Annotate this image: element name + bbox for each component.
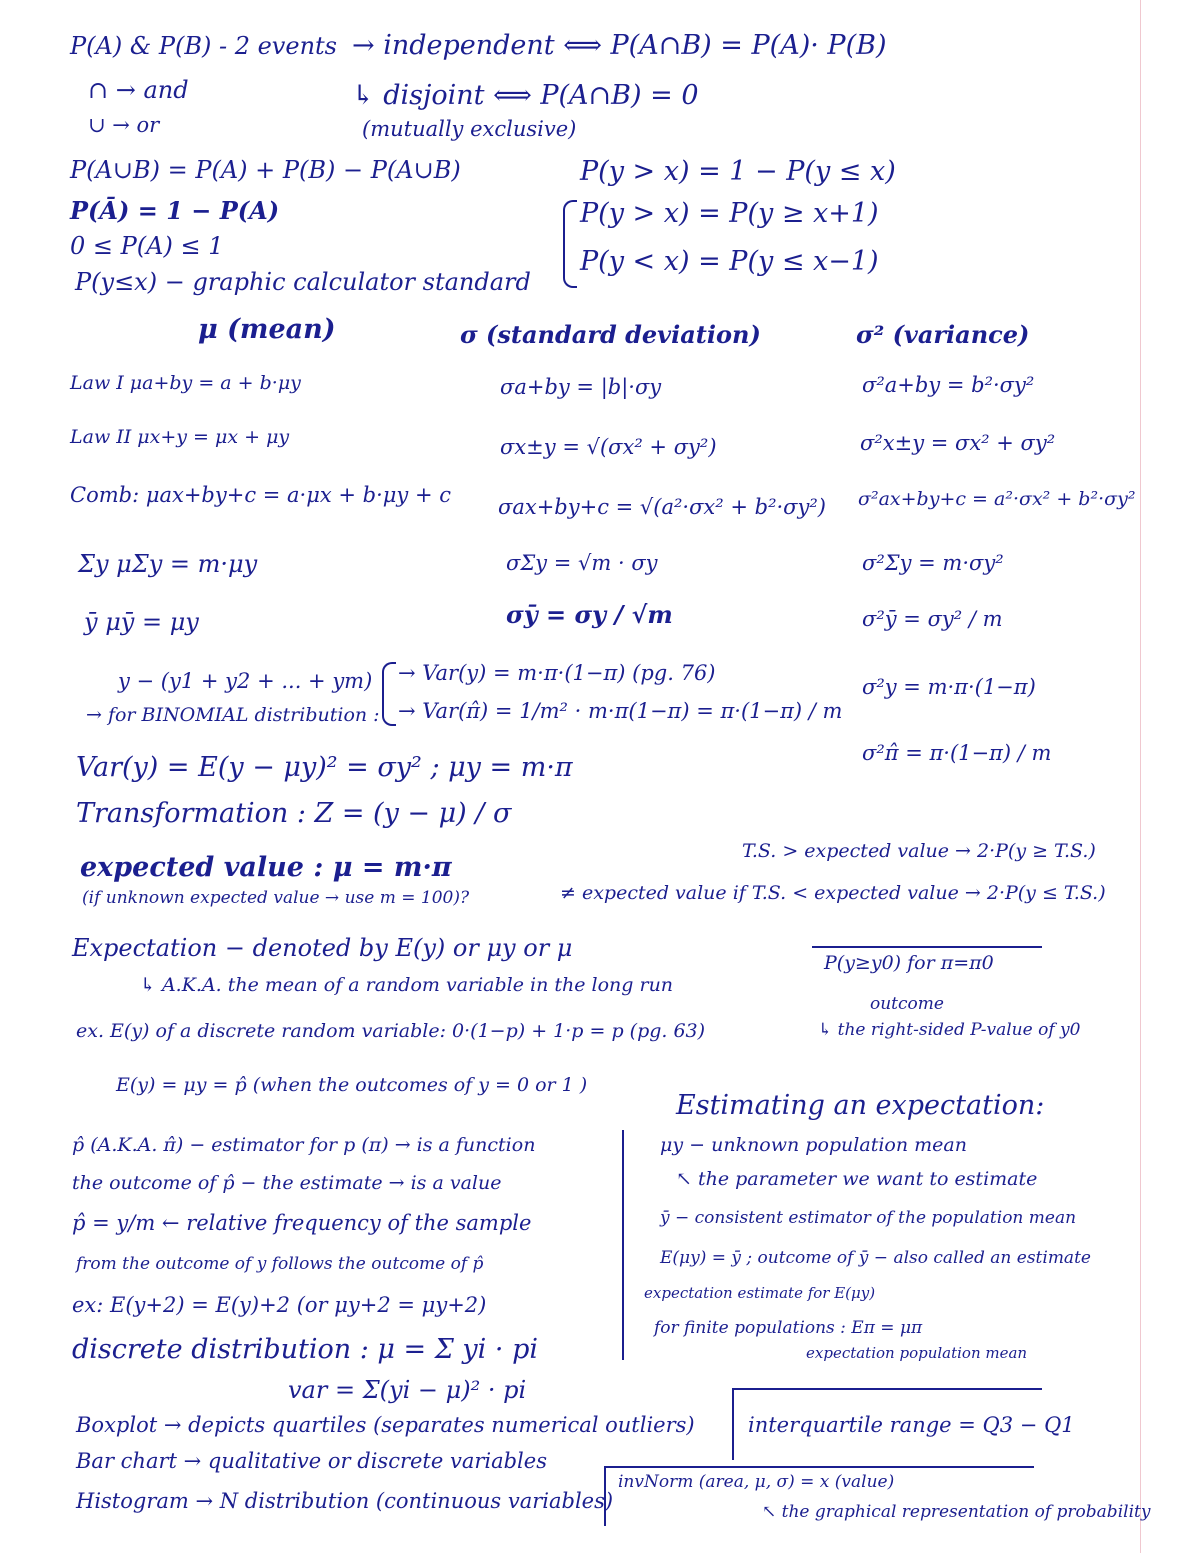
barchart-line: Bar chart → qualitative or discrete variables [76, 1449, 547, 1473]
estimator-line-1: p̂ (A.K.A. π̂) − estimator for p (π) → is a function [72, 1134, 536, 1156]
binomial-label: → for BINOMIAL distribution : [86, 704, 380, 726]
transformation: Transformation : Z = (y − μ) / σ [76, 798, 512, 829]
expectation-title: Expectation − denoted by E(y) or μy or μ [72, 934, 573, 962]
iqr-box-divider [732, 1388, 734, 1460]
pvalue-line-2: outcome [870, 994, 944, 1014]
events-line: P(A) & P(B) - 2 events [70, 32, 337, 60]
range-brace [563, 200, 577, 288]
column-divider [622, 1130, 624, 1360]
gt-rule: P(y > x) = 1 − P(y ≤ x) [580, 156, 896, 187]
expectation-aka: ↳ A.K.A. the mean of a random variable in the long run [140, 974, 674, 996]
estimating-line-5: expectation estimate for E(μy) [644, 1284, 876, 1302]
histogram-line: Histogram → N distribution (continuous variables) [76, 1489, 614, 1513]
gt-plus-one-rule: P(y > x) = P(y ≥ x+1) [580, 198, 879, 229]
lt-rule: P(y < x) = P(y ≤ x−1) [580, 246, 879, 277]
estimating-line-1: μy − unknown population mean [660, 1134, 967, 1156]
estimator-line-4: from the outcome of y follows the outcome of p̂ [76, 1254, 484, 1274]
boxplot-line: Boxplot → depicts quartiles (separates numerical outliers) [76, 1413, 695, 1437]
estimator-line-3: p̂ = y/m ← relative frequency of the sample [72, 1211, 532, 1235]
var-row-7: σ²π̂ = π·(1−π) / m [862, 741, 1052, 765]
pvalue-line-3: ↳ the right-sided P-value of y0 [818, 1020, 1081, 1040]
binomial-var-y: → Var(y) = m·π·(1−π) (pg. 76) [398, 661, 716, 685]
expectation-example-2: E(y) = μy = p̂ (when the outcomes of y = 0 or 1 ) [116, 1074, 588, 1096]
bounds-rule: 0 ≤ P(A) ≤ 1 [70, 232, 224, 260]
complement-rule: P(Ā) = 1 − P(A) [70, 196, 280, 225]
invnorm-line: invNorm (area, μ, σ) = x (value) [618, 1472, 895, 1492]
ts-greater-rule: T.S. > expected value → 2·P(y ≥ T.S.) [742, 840, 1096, 862]
or-line: ∪ → or [88, 113, 160, 137]
sd-row-3: σax+by+c = √(a²·σx² + b²·σy²) [498, 495, 826, 519]
mutually-exclusive-note: (mutually exclusive) [362, 117, 577, 141]
sd-row-5: σȳ = σy / √m [506, 600, 673, 629]
ts-less-rule: ≠ expected value if T.S. < expected value → 2·P(y ≤ T.S.) [560, 882, 1106, 904]
var-row-2: σ²x±y = σx² + σy² [860, 431, 1056, 455]
expected-value-note: (if unknown expected value → use m = 100)? [82, 888, 470, 908]
estimating-line-6: for finite populations : Eπ = μπ [654, 1318, 923, 1338]
var-row-6: σ²y = m·π·(1−π) [862, 675, 1036, 699]
independent-line: → independent ⟺ P(A∩B) = P(A)· P(B) [352, 30, 887, 61]
iqr-line: interquartile range = Q3 − Q1 [748, 1413, 1075, 1437]
mean-ybar: ȳ μȳ = μy [84, 608, 199, 636]
disjoint-line: ↳ disjoint ⟺ P(A∩B) = 0 [352, 80, 699, 111]
discrete-variance: var = Σ(yi − μ)² · pi [288, 1376, 527, 1404]
discrete-distribution: discrete distribution : μ = Σ yi · pi [72, 1334, 538, 1365]
pvalue-line-1: P(y≥y0) for π=π0 [824, 952, 994, 974]
binomial-var-pi: → Var(π̂) = 1/m² · m·π(1−π) = π·(1−π) / m [398, 699, 843, 723]
var-row-3: σ²ax+by+c = a²·σx² + b²·σy² [858, 488, 1136, 510]
calculator-note: P(y≤x) − graphic calculator standard [75, 268, 531, 296]
variance-definition: Var(y) = E(y − μy)² = σy² ; μy = m·π [76, 752, 573, 783]
union-rule: P(A∪B) = P(A) + P(B) − P(A∪B) [70, 156, 461, 184]
sd-heading: σ (standard deviation) [460, 320, 761, 349]
estimating-line-3: ȳ − consistent estimator of the population mean [660, 1208, 1077, 1228]
expectation-example: ex. E(y) of a discrete random variable: 0·(1−p) + 1·p = p (pg. 63) [76, 1020, 706, 1042]
estimator-line-2: the outcome of p̂ − the estimate → is a value [72, 1172, 502, 1194]
invnorm-note: ↖ the graphical representation of probability [762, 1502, 1151, 1522]
margin-line [1140, 0, 1141, 1553]
estimating-line-2: ↖ the parameter we want to estimate [676, 1168, 1038, 1190]
estimating-line-7: expectation population mean [806, 1344, 1028, 1362]
variance-heading: σ² (variance) [856, 320, 1030, 349]
iqr-box-top [732, 1388, 1042, 1390]
mean-law-1: Law I μa+by = a + b·μy [70, 372, 301, 394]
var-row-4: σ²Σy = m·σy² [862, 551, 1004, 575]
mean-sum: Σy μΣy = m·μy [78, 550, 258, 578]
var-row-5: σ²ȳ = σy² / m [862, 607, 1003, 631]
sd-row-2: σx±y = √(σx² + σy²) [500, 435, 717, 459]
mean-combination: Comb: μax+by+c = a·μx + b·μy + c [70, 483, 452, 507]
and-line: ∩ → and [88, 76, 189, 104]
var-row-1: σ²a+by = b²·σy² [862, 373, 1035, 397]
sd-row-1: σa+by = |b|·σy [500, 375, 662, 399]
sd-row-4: σΣy = √m · σy [506, 551, 658, 575]
estimating-title: Estimating an expectation: [676, 1090, 1045, 1121]
binomial-y-definition: y − (y1 + y2 + ... + ym) [118, 669, 373, 693]
estimator-line-5: ex: E(y+2) = E(y)+2 (or μy+2 = μy+2) [72, 1293, 487, 1317]
binomial-brace [382, 662, 396, 726]
expected-value: expected value : μ = m·π [80, 852, 452, 883]
mean-law-2: Law II μx+y = μx + μy [70, 426, 290, 448]
mean-heading: μ (mean) [198, 314, 336, 345]
invnorm-box-top [604, 1466, 1034, 1468]
estimating-line-4: E(μy) = ȳ ; outcome of ȳ − also called an estimate [660, 1248, 1091, 1268]
